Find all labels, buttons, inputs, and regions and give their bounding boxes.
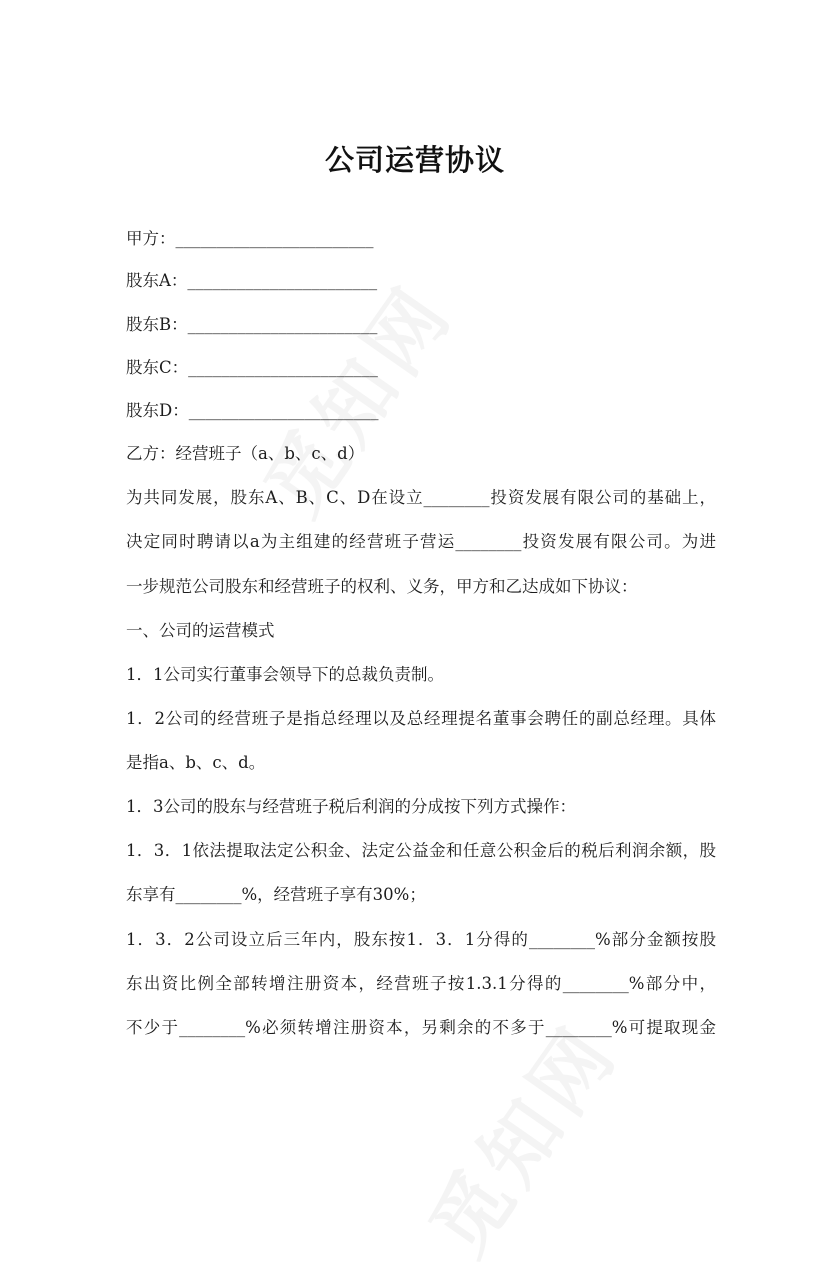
clause-1-3-2: 1．3．2公司设立后三年内，股东按1．3．1分得的________%部分金额按股 <box>126 930 716 949</box>
paragraph-line: 决定同时聘请以a为主组建的经营班子营运________投资发展有限公司。为进 <box>126 532 716 551</box>
clause-1-3-1-cont: 东享有________%，经营班子享有30%； <box>126 885 426 904</box>
clause-1-2: 1．2公司的经营班子是指总经理以及总经理提名董事会聘任的副总经理。具体 <box>126 709 716 728</box>
clause-1-3-2-cont: 不少于________%必须转增注册资本，另剩余的不多于________%可提取现金 <box>126 1018 716 1037</box>
section-heading: 一、公司的运营模式 <box>126 621 275 640</box>
clause-1-3: 1．3公司的股东与经营班子税后利润的分成按下列方式操作： <box>126 797 576 816</box>
clause-1-2-cont: 是指a、b、c、d。 <box>126 753 266 772</box>
clause-1-3-1: 1．3．1依法提取法定公积金、法定公益金和任意公积金后的税后利润余额，股 <box>126 841 716 860</box>
shareholder-b-line: 股东B：_______________________ <box>126 315 378 334</box>
clause-1-3-2-cont: 东出资比例全部转增注册资本，经营班子按1.3.1分得的________%部分中， <box>126 974 716 993</box>
party-a-line: 甲方：________________________ <box>126 229 374 248</box>
clause-1-1: 1．1公司实行董事会领导下的总裁负责制。 <box>126 665 444 684</box>
shareholder-c-line: 股东C：_______________________ <box>126 358 378 377</box>
paragraph-line: 为共同发展，股东A、B、C、D在设立________投资发展有限公司的基础上， <box>126 488 716 507</box>
document-title: 公司运营协议 <box>324 143 505 177</box>
paragraph-line: 一步规范公司股东和经营班子的权利、义务，甲方和乙达成如下协议： <box>126 577 638 596</box>
shareholder-a-line: 股东A：_______________________ <box>126 271 378 290</box>
shareholder-d-line: 股东D：_______________________ <box>126 401 379 420</box>
watermark <box>399 998 639 1274</box>
party-b-line: 乙方：经营班子（a、b、c、d） <box>126 444 365 463</box>
